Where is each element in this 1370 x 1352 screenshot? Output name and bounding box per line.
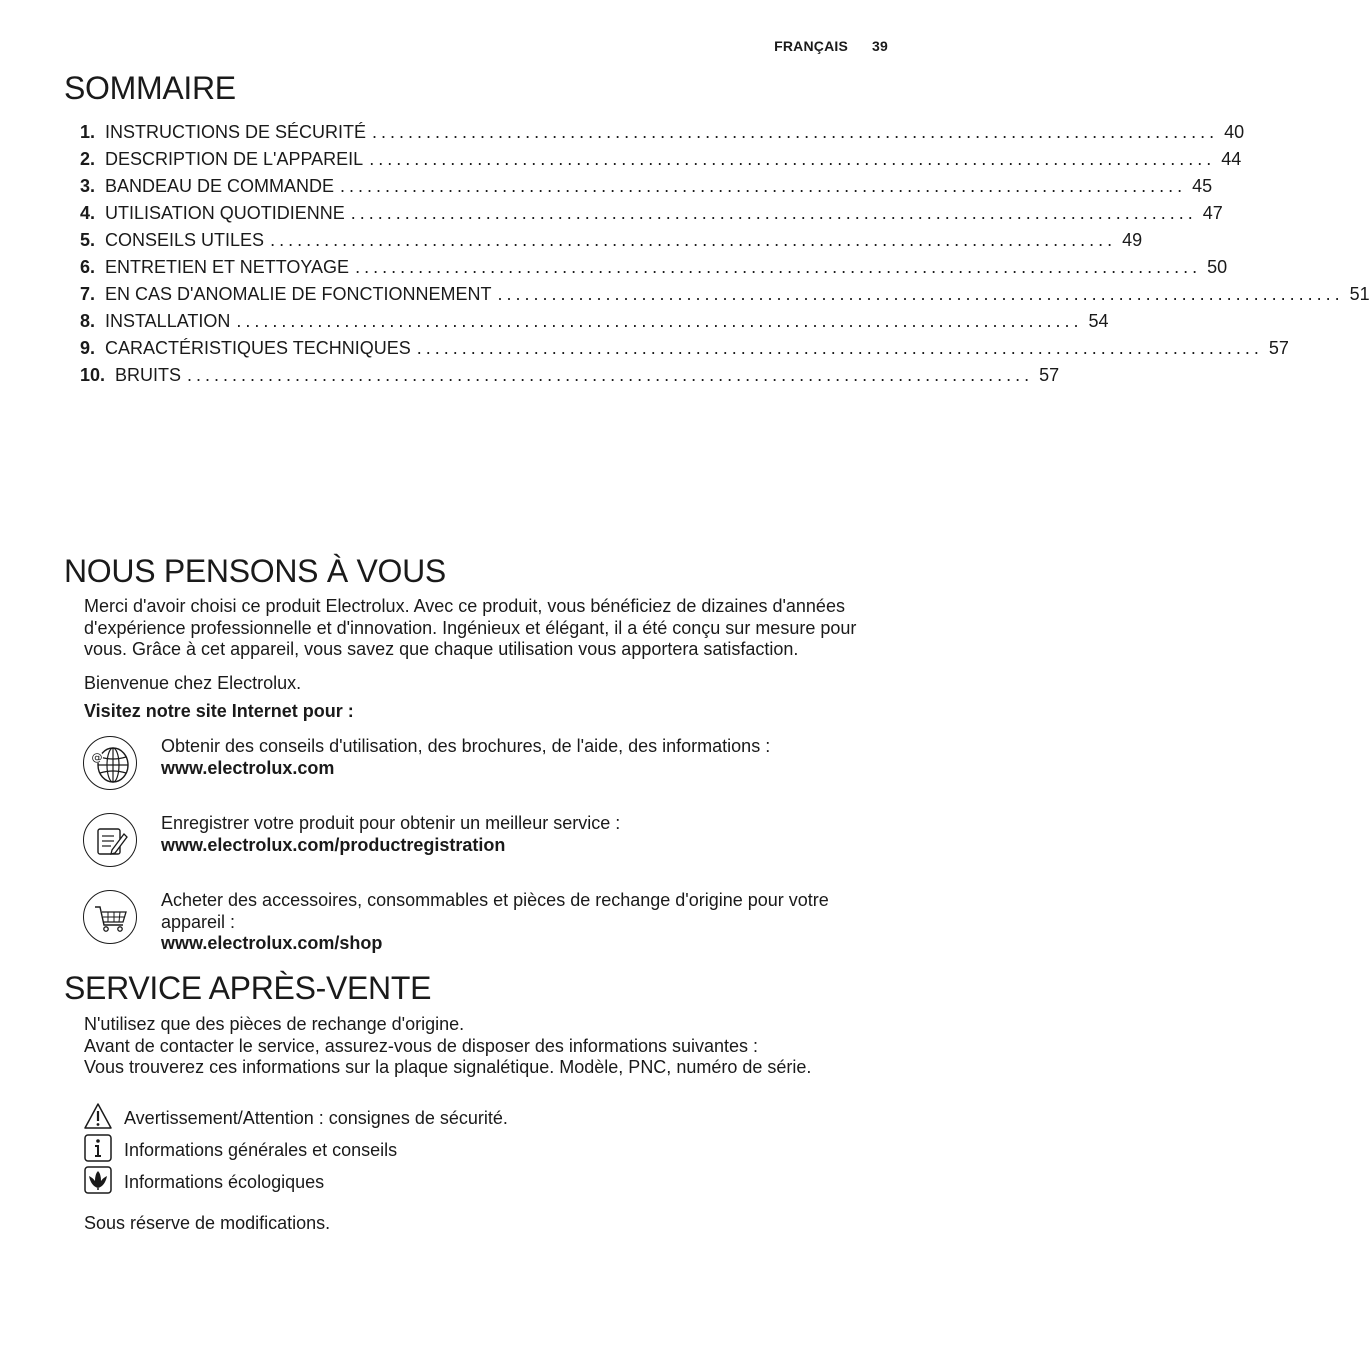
header-language: FRANÇAIS xyxy=(774,38,849,54)
link-description: Enregistrer votre produit pour obtenir un meilleur service : xyxy=(161,813,621,833)
info-icon xyxy=(84,1134,112,1162)
toc-label: INSTALLATION xyxy=(105,311,231,331)
link-description: Obtenir des conseils d'utilisation, des brochures, de l'aide, des informations : xyxy=(161,736,771,756)
register-icon xyxy=(83,813,137,867)
footer-note: Sous réserve de modifications. xyxy=(84,1213,331,1233)
toc-number: 6. xyxy=(80,257,96,277)
link-text-shop xyxy=(161,890,881,955)
toc-number: 8. xyxy=(80,311,96,331)
toc-row[interactable] xyxy=(80,149,1242,176)
sommaire-title: SOMMAIRE xyxy=(64,70,236,106)
toc-leader: .............................................................................................. xyxy=(497,284,1344,304)
toc-leader: .............................................................................................. xyxy=(369,149,1216,169)
nous-pensons-title: NOUS PENSONS À VOUS xyxy=(64,553,446,589)
toc-row[interactable] xyxy=(80,122,1245,149)
table-of-contents xyxy=(80,122,1370,392)
toc-number: 1. xyxy=(80,122,96,142)
toc-page: 57 xyxy=(1039,365,1060,385)
welcome-text: Bienvenue chez Electrolux. xyxy=(84,673,302,693)
website-link[interactable]: www.electrolux.com xyxy=(161,757,335,778)
cart-icon xyxy=(83,890,137,944)
toc-row[interactable] xyxy=(80,284,1370,311)
toc-number: 10. xyxy=(80,365,106,385)
toc-page: 50 xyxy=(1207,257,1228,277)
warning-icon xyxy=(84,1102,112,1130)
toc-row[interactable] xyxy=(80,311,1109,338)
toc-number: 5. xyxy=(80,230,96,250)
toc-page: 51 xyxy=(1349,284,1370,304)
toc-leader: .............................................................................................. xyxy=(355,257,1202,277)
toc-row[interactable] xyxy=(80,203,1223,230)
toc-row[interactable] xyxy=(80,365,1060,392)
toc-number: 2. xyxy=(80,149,96,169)
toc-page: 44 xyxy=(1221,149,1242,169)
page-header xyxy=(774,38,888,54)
legend-text: Avertissement/Attention : consignes de sécurité. xyxy=(124,1108,508,1128)
toc-label: DESCRIPTION DE L'APPAREIL xyxy=(105,149,364,169)
toc-number: 3. xyxy=(80,176,96,196)
toc-label: ENTRETIEN ET NETTOYAGE xyxy=(105,257,350,277)
intro-paragraph: Merci d'avoir choisi ce produit Electrolux. Avec ce produit, vous bénéficiez de dizaines d'années d'expérience professionnelle et d'innovation. Ingénieux et élégant, il a été conçu sur mesure pour vous. Grâce à cet appareil, vous savez que chaque utilisation vous apportera satisfaction. xyxy=(84,596,857,659)
toc-row[interactable] xyxy=(80,230,1143,257)
visit-text: Visitez notre site Internet pour : xyxy=(84,701,354,721)
toc-label: CONSEILS UTILES xyxy=(105,230,265,250)
toc-leader: .............................................................................................. xyxy=(270,230,1117,250)
link-description: Acheter des accessoires, consommables et pièces de rechange d'origine pour votre appareil : xyxy=(161,890,829,932)
toc-label: BRUITS xyxy=(115,365,182,385)
toc-label: INSTRUCTIONS DE SÉCURITÉ xyxy=(105,122,367,142)
toc-number: 4. xyxy=(80,203,96,223)
service-line: Avant de contacter le service, assurez-vous de disposer des informations suivantes : xyxy=(84,1036,759,1056)
toc-row[interactable] xyxy=(80,257,1228,284)
toc-leader: .............................................................................................. xyxy=(416,338,1263,358)
toc-number: 9. xyxy=(80,338,96,358)
service-line: Vous trouverez ces informations sur la plaque signalétique. Modèle, PNC, numéro de série. xyxy=(84,1057,812,1077)
toc-page: 49 xyxy=(1122,230,1143,250)
toc-page: 40 xyxy=(1224,122,1245,142)
link-text-registration xyxy=(161,813,881,856)
toc-page: 57 xyxy=(1268,338,1289,358)
toc-leader: .............................................................................................. xyxy=(236,311,1083,331)
toc-page: 54 xyxy=(1088,311,1109,331)
header-page-number: 39 xyxy=(872,38,888,54)
toc-label: CARACTÉRISTIQUES TECHNIQUES xyxy=(105,338,411,358)
toc-row[interactable] xyxy=(80,176,1213,203)
toc-page: 47 xyxy=(1202,203,1223,223)
registration-link[interactable]: www.electrolux.com/productregistration xyxy=(161,834,506,855)
legend-text: Informations écologiques xyxy=(124,1172,325,1192)
toc-leader: .............................................................................................. xyxy=(350,203,1197,223)
toc-page: 45 xyxy=(1192,176,1213,196)
service-line: N'utilisez que des pièces de rechange d'origine. xyxy=(84,1014,465,1034)
toc-label: EN CAS D'ANOMALIE DE FONCTIONNEMENT xyxy=(105,284,492,304)
toc-label: UTILISATION QUOTIDIENNE xyxy=(105,203,345,223)
toc-number: 7. xyxy=(80,284,96,304)
eco-icon xyxy=(84,1166,112,1194)
toc-leader: .............................................................................................. xyxy=(340,176,1187,196)
toc-leader: .............................................................................................. xyxy=(187,365,1034,385)
shop-link[interactable]: www.electrolux.com/shop xyxy=(161,933,383,953)
toc-label: BANDEAU DE COMMANDE xyxy=(105,176,335,196)
toc-row[interactable] xyxy=(80,338,1289,365)
link-text-info xyxy=(161,736,881,779)
legend-text: Informations générales et conseils xyxy=(124,1140,398,1160)
globe-icon xyxy=(83,736,137,790)
svg-text:@: @ xyxy=(91,751,103,764)
service-title: SERVICE APRÈS-VENTE xyxy=(64,970,432,1006)
toc-leader: .............................................................................................. xyxy=(372,122,1219,142)
